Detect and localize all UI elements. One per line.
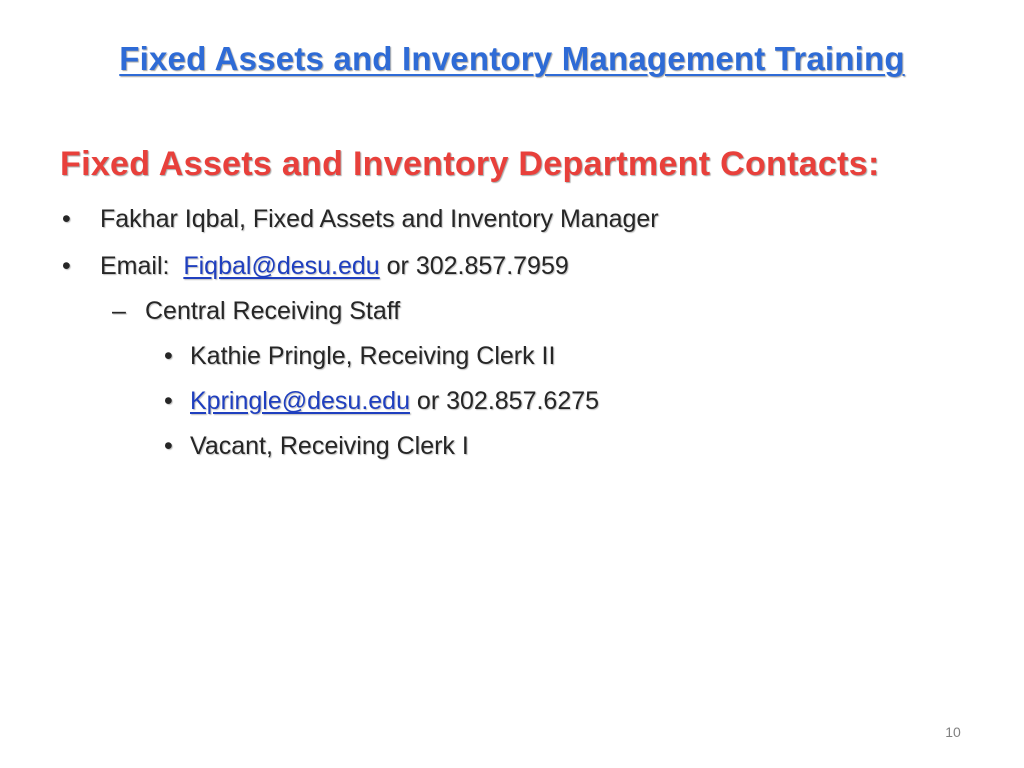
receiving-clerk-email-line [190,387,599,416]
receiving-clerk-i: Vacant, Receiving Clerk I [190,432,469,460]
email-label: Email: [100,252,184,280]
contact-manager-name: Fakhar Iqbal, Fixed Assets and Inventory Manager [100,205,659,233]
clerk-phone: or 302.857.6275 [409,387,600,415]
receiving-clerk-ii: Kathie Pringle, Receiving Clerk II [190,342,556,370]
page-number: 10 [945,724,961,740]
slide-title: Fixed Assets and Inventory Management Training [119,40,905,77]
manager-email-link[interactable]: Fiqbal@desu.edu [183,252,380,280]
sub-bullet-marker: • [164,387,173,415]
sub-bullet-marker: • [164,432,173,460]
contact-manager-email-line [100,252,569,281]
bullet-marker: • [62,252,71,280]
clerk-email-link[interactable]: Kpringle@desu.edu [190,387,410,415]
section-heading: Fixed Assets and Inventory Department Contacts: [60,145,880,183]
central-receiving-staff: Central Receiving Staff [145,297,401,325]
manager-phone: or 302.857.7959 [379,252,569,280]
sub-bullet-marker: • [164,342,173,370]
bullet-marker: • [62,205,71,233]
dash-marker: – [112,297,126,325]
